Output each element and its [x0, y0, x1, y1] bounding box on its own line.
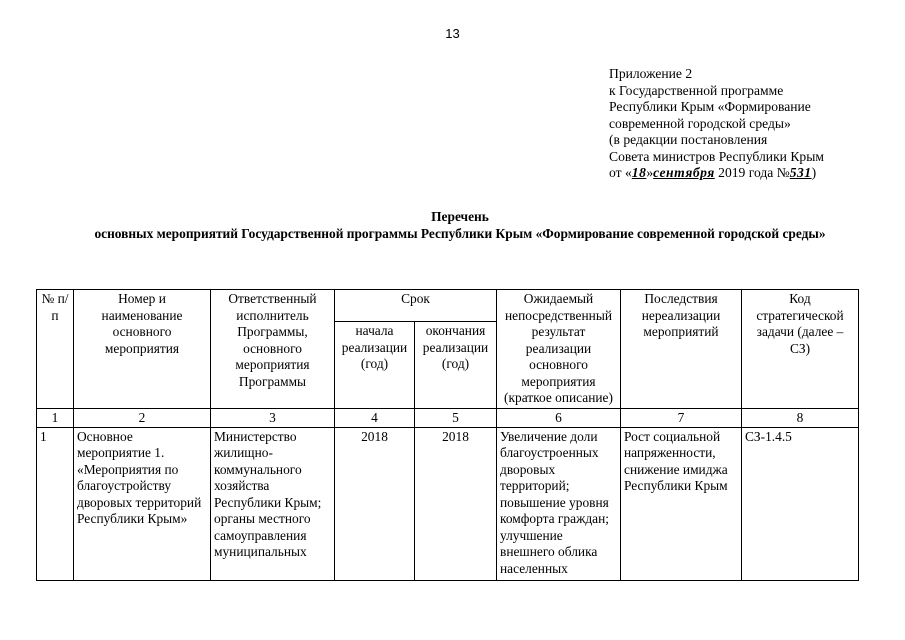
handwritten-number: 531: [789, 165, 812, 180]
row-name: [74, 427, 211, 580]
appendix-line: Республики Крым «Формирование: [609, 99, 811, 114]
row-name-text: Основное мероприятие 1. «Мероприятия по благоустройству дворовых территорий Республики Крым»: [77, 428, 202, 526]
document-title: [60, 208, 860, 242]
column-number: 1: [37, 408, 74, 427]
column-number-row: [37, 408, 859, 427]
row-result-text: Увеличение доли благоустроенных дворовых территорий; повышение уровня комфорта граждан; улучшение внешнего облика населенных: [500, 428, 609, 576]
column-number: 8: [742, 408, 859, 427]
header-result: Ожидаемый непосредственный результат реализации основного мероприятия (краткое описание): [497, 290, 621, 409]
measures-table: [36, 289, 859, 581]
row-consequences-text: Рост социальной напряженности, снижение имиджа Республики Крым: [624, 428, 728, 493]
row-executor: [211, 427, 335, 580]
column-number: 3: [211, 408, 335, 427]
date-prefix: от «: [609, 165, 632, 180]
date-year: 2019 года №: [714, 165, 790, 180]
row-executor-text: Министерство жилищно-коммунального хозяйства Республики Крым; органы местного самоуправления муниципальных: [214, 428, 322, 559]
appendix-block: [609, 66, 899, 182]
row-code: СЗ-1.4.5: [742, 427, 859, 580]
date-mid: »: [646, 165, 654, 180]
appendix-line: Приложение 2: [609, 66, 693, 81]
date-suffix: ): [811, 165, 817, 180]
appendix-line: к Государственной программе: [609, 82, 784, 98]
table-row: [37, 427, 859, 580]
header-start: начала реализации (год): [335, 322, 415, 408]
page-number: 13: [445, 26, 460, 41]
header-row: [37, 290, 859, 322]
appendix-line: Совета министров Республики Крым: [609, 148, 824, 164]
header-num: № п/п: [37, 290, 74, 409]
column-number: 2: [74, 408, 211, 427]
header-end: окончания реализации (год): [415, 322, 497, 408]
appendix-date-line: [609, 165, 899, 182]
header-consequences: Последствия нереализации мероприятий: [621, 290, 742, 409]
row-num: 1: [37, 427, 74, 580]
appendix-line: современной городской среды»: [609, 115, 791, 131]
handwritten-month: сентября: [653, 165, 715, 180]
appendix-line: (в редакции постановления: [609, 132, 768, 147]
title-line-1: Перечень: [431, 209, 489, 224]
column-number: 7: [621, 408, 742, 427]
column-number: 4: [335, 408, 415, 427]
column-number: 5: [415, 408, 497, 427]
header-code: Код стратегической задачи (далее – СЗ): [742, 290, 859, 409]
row-result: [497, 427, 621, 580]
column-number: 6: [497, 408, 621, 427]
header-name: Номер и наименование основного мероприятия: [74, 290, 211, 409]
title-line-2: основных мероприятий Государственной программы Республики Крым «Формирование современной городской среды»: [94, 226, 826, 241]
header-executor: Ответственный исполнитель Программы, основного мероприятия Программы: [211, 290, 335, 409]
row-consequences: [621, 427, 742, 580]
handwritten-day: 18: [631, 165, 647, 180]
header-term: Срок: [335, 290, 497, 322]
row-start: 2018: [335, 427, 415, 580]
row-end: 2018: [415, 427, 497, 580]
